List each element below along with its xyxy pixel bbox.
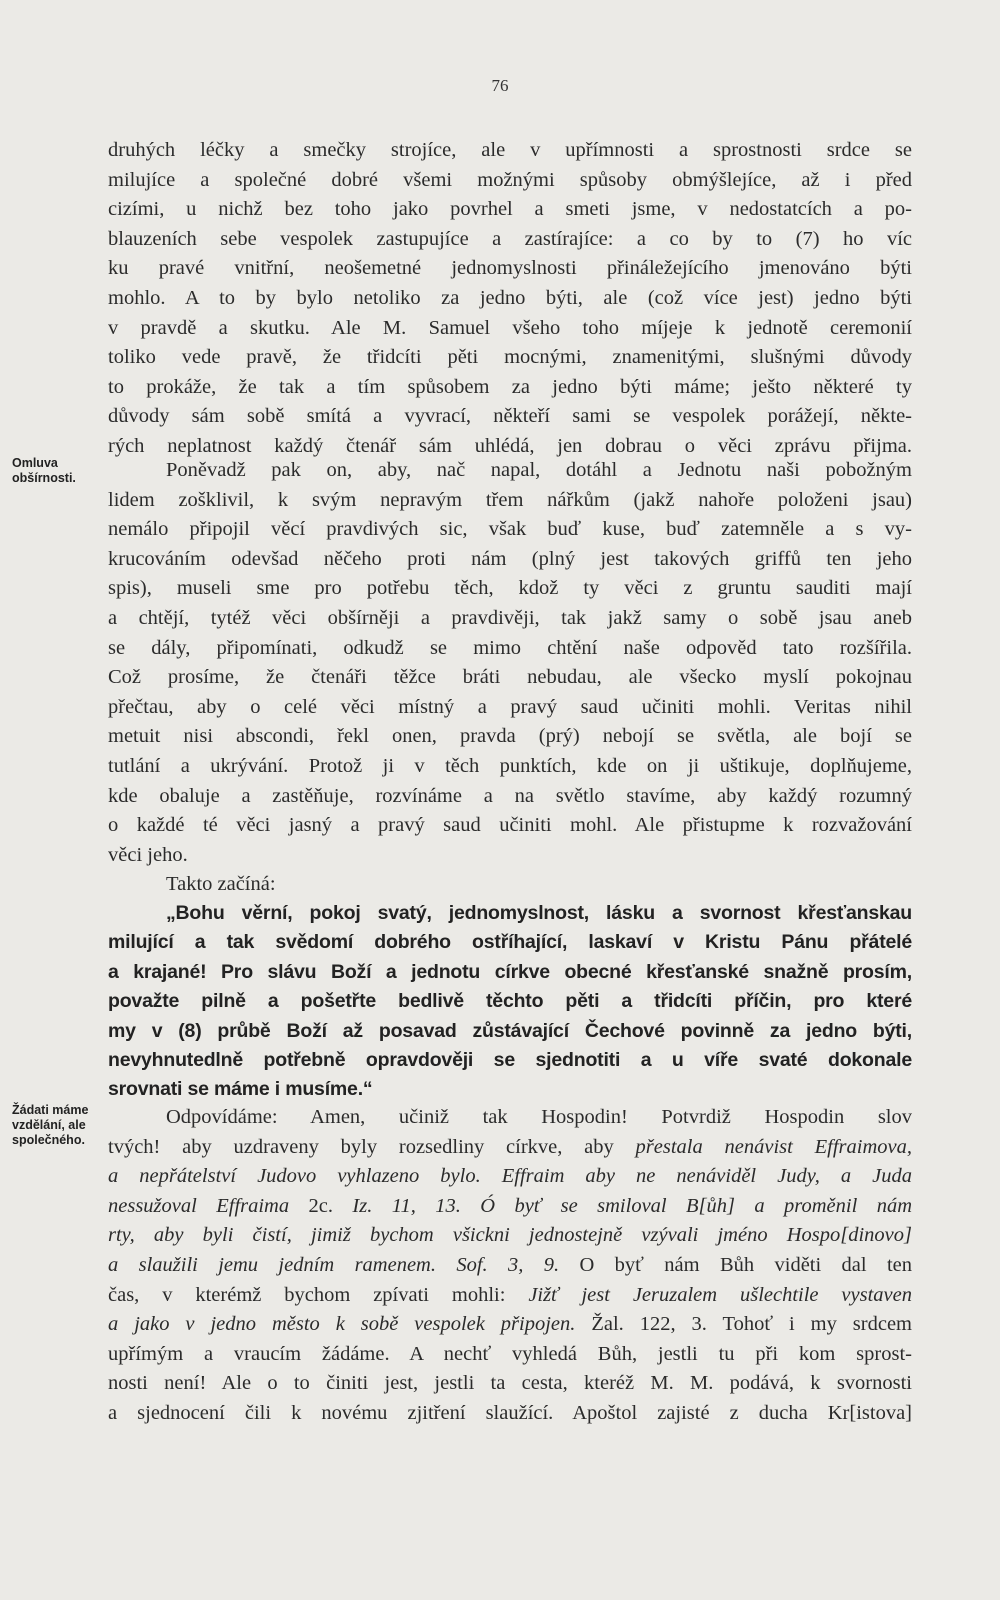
margin-note-omluva — [12, 456, 102, 486]
text-line: metuit nisi abscondi, řekl onen, pravda (prý) nebojí se světla, ale bojí se — [108, 725, 912, 748]
text-line: a chtějí, tytéž věci obšírněji a pravdivěji, tak jakž samy o sobě jsau aneb — [108, 606, 912, 629]
text-line — [108, 1340, 912, 1370]
text-line: to prokáže, že tak a tím spůsobem za jedno býti máme; ješto některé ty — [108, 375, 912, 398]
text-line: se dály, připomínati, odkudž se mimo chtění naše odpověd tato rozšířila. — [108, 636, 912, 659]
text-line: lidem zošklivil, k svým nepravým třem nářkům (jakž nahoře položeni jsau) — [108, 488, 912, 511]
text-segment: 2c. — [308, 1194, 353, 1217]
quote-line: srovnati se máme i musíme.“ — [108, 1078, 373, 1101]
text-line: druhých léčky a smečky strojíce, ale v upřímnosti a sprostnosti srdce se — [108, 139, 912, 161]
italic-segment: Iz. 11, 13. Ó byť se smiloval B[ůh] a proměnil nám — [352, 1194, 913, 1217]
text-line — [108, 1251, 912, 1281]
text-line: v pravdě a skutku. Ale M. Samuel všeho toho míjeje k jednotě ceremonií — [108, 316, 912, 339]
paragraph-2 — [108, 456, 912, 900]
text-line — [108, 1133, 912, 1163]
margin-note-line: obšírnosti. — [12, 471, 76, 485]
text-line: mohlo. A to by bylo netoliko za jedno býti, ale (což více jest) jedno býti — [108, 286, 912, 309]
text-segment: čas, v kterémž bychom zpívati mohli: — [108, 1283, 529, 1306]
paragraph-1 — [108, 136, 912, 462]
margin-note-line: společného. — [12, 1133, 85, 1147]
text-line: toliko vede pravě, že třidcíti pěti mocnými, znamenitými, slušnými důvody — [108, 346, 912, 369]
text-line: nemálo připojil věcí pravdivých sic, však buď kuse, buď zatemněle a s vy- — [108, 518, 912, 541]
text-line — [108, 1310, 912, 1340]
text-line — [108, 1281, 912, 1311]
margin-note-zadati — [12, 1103, 102, 1148]
paragraph-3 — [108, 1103, 912, 1429]
bold-quote — [108, 899, 912, 1105]
text-line: Což prosíme, že čtenáři těžce bráti nebudau, ale všecko myslí pokojnau — [108, 666, 912, 689]
italic-segment: přestala nenávist Effraimova, — [635, 1135, 912, 1158]
margin-note-line: vzdělání, ale — [12, 1118, 86, 1132]
text-segment: nosti není! Ale o to činiti jest, jestli ta cesta, kteréž M. M. podává, k svornosti — [108, 1372, 912, 1395]
text-line — [108, 1369, 912, 1399]
italic-segment: a nepřátelství Judovo vyhlazeno bylo. Effraim aby ne nenáviděl Judy, a Juda — [108, 1165, 912, 1188]
text-line: spis), museli sme pro potřebu těch, kdož ty věci z gruntu sauditi mají — [108, 577, 912, 600]
text-line — [108, 1221, 912, 1251]
italic-segment: nessužoval Effraima — [108, 1194, 309, 1217]
text-line: Poněvadž pak on, aby, nač napal, dotáhl a Jednotu naši pobožným — [166, 459, 912, 481]
margin-note-line: Žádati máme — [12, 1103, 89, 1117]
text-segment: Žal. 122, 3. Tohoť i my srdcem — [591, 1313, 912, 1336]
quote-line: nevyhnutedlně potřebně opravdověji se sjednotiti a u víře svaté dokonale — [108, 1048, 912, 1071]
text-line: rých neplatnost každý čtenář sám uhlédá, jen dobrau o věci zprávu přijma. — [108, 434, 912, 457]
text-line: krucováním odevšad něčeho proti nám (plný jest takových griffů ten jeho — [108, 547, 912, 570]
quote-line: my v (8) průbě Boží až posavad zůstávající Čechové povinně za jedno býti, — [108, 1019, 912, 1042]
text-segment: O byť nám Bůh viděti dal ten — [579, 1253, 912, 1276]
page-number: 76 — [491, 76, 509, 95]
italic-segment: a slaužili jemu jedním ramenem. Sof. 3, 9. — [108, 1253, 580, 1276]
text-line: věci jeho. — [108, 843, 188, 866]
margin-note-line: Omluva — [12, 456, 58, 470]
text-segment: a sjednocení čili k novému zjitření slaužící. Apoštol zajisté z ducha Kr[istova] — [108, 1401, 912, 1424]
quote-line: milující a tak svědomí dobrého ostříhající, laskaví v Kristu Pánu přátelé — [108, 931, 912, 954]
text-line: důvody sám sobě smítá a vyvrací, někteří sami se vespolek porážejí, někte- — [108, 405, 912, 428]
quote-line: a krajané! Pro slávu Boží a jednotu církve obecné křesťanské snažně prosím, — [108, 960, 912, 983]
text-line: o každé té věci jasný a pravý saud učiniti mohl. Ale přistupme k rozvažování — [108, 814, 912, 837]
text-segment: upřímým a vraucím žádáme. A nechť vyhledá Bůh, jestli tu při kom sprost- — [108, 1342, 912, 1365]
text-line: přečtau, aby o celé věci místný a pravý saud učiniti mohli. Veritas nihil — [108, 695, 912, 718]
intro-line: Takto začíná: — [166, 873, 276, 896]
text-line — [108, 1192, 912, 1222]
text-line: ku pravé vnitřní, neošemetné jednomyslnosti přináležejícího jmenováno býti — [108, 257, 912, 280]
text-line — [108, 1162, 912, 1192]
italic-segment: a jako v jedno město k sobě vespolek připojen. — [108, 1313, 592, 1336]
text-line: tutlání a ukrývání. Protož ji v těch punktích, kde on ji uštikuje, doplňujeme, — [108, 754, 912, 777]
text-segment: tvých! aby uzdraveny byly rozsedliny církve, aby — [108, 1135, 636, 1158]
italic-segment: rty, aby byli čistí, jimiž bychom všickni jednostejně vzývali jméno Hospo[dinovo] — [108, 1224, 912, 1247]
text-line — [108, 1103, 912, 1133]
text-line: milujíce a společné dobré všemi možnými spůsoby obmýšlejíce, až i před — [108, 168, 912, 191]
quote-line: „Bohu věrní, pokoj svatý, jednomyslnost, lásku a svornost křesťanskau — [166, 902, 912, 924]
text-line: kde obaluje a zastěňuje, rozvínáme a na světlo stavíme, aby každý rozumný — [108, 784, 912, 807]
text-line: cizími, u nichž bez toho jako povrhel a smeti jsme, v nedostatcích a po- — [108, 198, 912, 221]
text-segment: Odpovídáme: Amen, učiniž tak Hospodin! Potvrdiž Hospodin slov — [166, 1106, 912, 1128]
text-line: blauzeních sebe vespolek zastupujíce a zastírajíce: a co by to (7) ho víc — [108, 227, 912, 250]
text-line — [108, 1399, 912, 1429]
quote-line: považte pilně a pošetřte bedlivě těchto pěti a třidcíti příčin, pro které — [108, 990, 912, 1013]
italic-segment: Jižť jest Jeruzalem ušlechtile vystaven — [528, 1283, 912, 1306]
